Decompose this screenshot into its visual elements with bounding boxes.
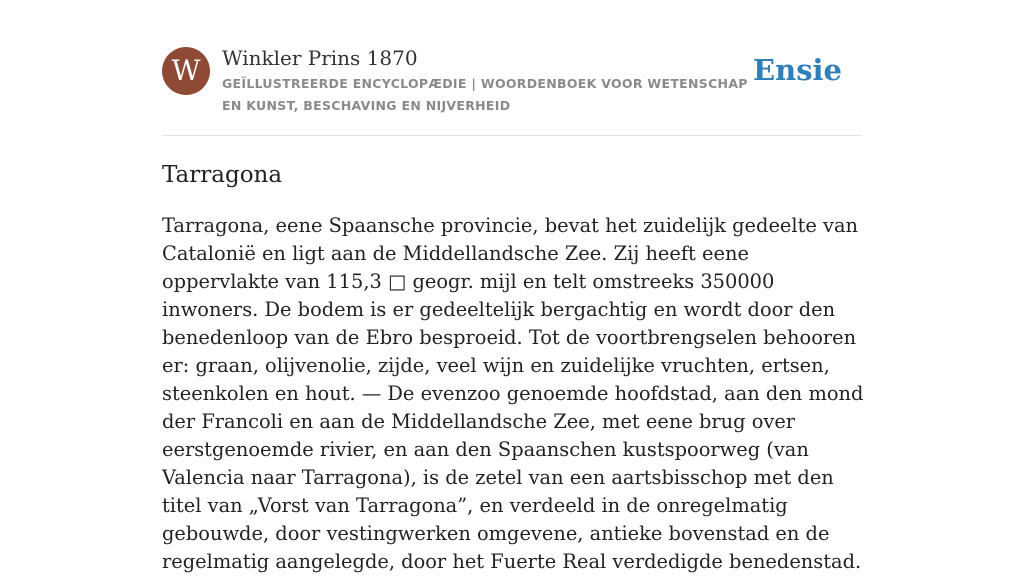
source-header bbox=[162, 44, 862, 116]
source-subtitle: GEÏLLUSTREERDE ENCYCLOPÆDIE | WOORDENBOEK VOOR WETENSCHAP EN KUNST, BESCHAVING EN NIJVERHEID bbox=[222, 76, 748, 113]
header-divider bbox=[162, 135, 862, 136]
article-title: Tarragona bbox=[162, 162, 283, 188]
source-avatar[interactable]: W bbox=[162, 47, 210, 95]
source-title[interactable]: Winkler Prins 1870 bbox=[222, 46, 418, 70]
ensie-logo[interactable]: Ensie bbox=[753, 53, 842, 87]
article-body: Tarragona, eene Spaansche provincie, bevat het zuidelijk gedeelte van Catalonië en ligt aan de Middellandsche Zee. Zij heeft eene oppervlakte van 115,3 □ geogr. mijl en telt omstreeks 350000 inwoners. De bodem is er gedeeltelijk bergachtig en wordt door den benedenloop van de Ebro besproeid. Tot de voortbrengselen behooren er: graan, olijvenolie, zijde, veel wijn en zuidelijke vruchten, ertsen, steenkolen en hout. — De evenzoo genoemde hoofdstad, aan den mond der Francoli en aan de Middellandsche Zee, met eene brug over eerstgenoemde rivier, en aan den Spaanschen kustspoorweg (van Valencia naar Tarragona), is de zetel van een aartsbisschop met den titel van „Vorst van Tarragona”, en verdeeld in de onregelmatig gebouwde, door vestingwerken omgevene, antieke bovenstad en de regelmatig aangelegde, door het Fuerte Real verdedigde benedenstad. bbox=[162, 214, 864, 573]
